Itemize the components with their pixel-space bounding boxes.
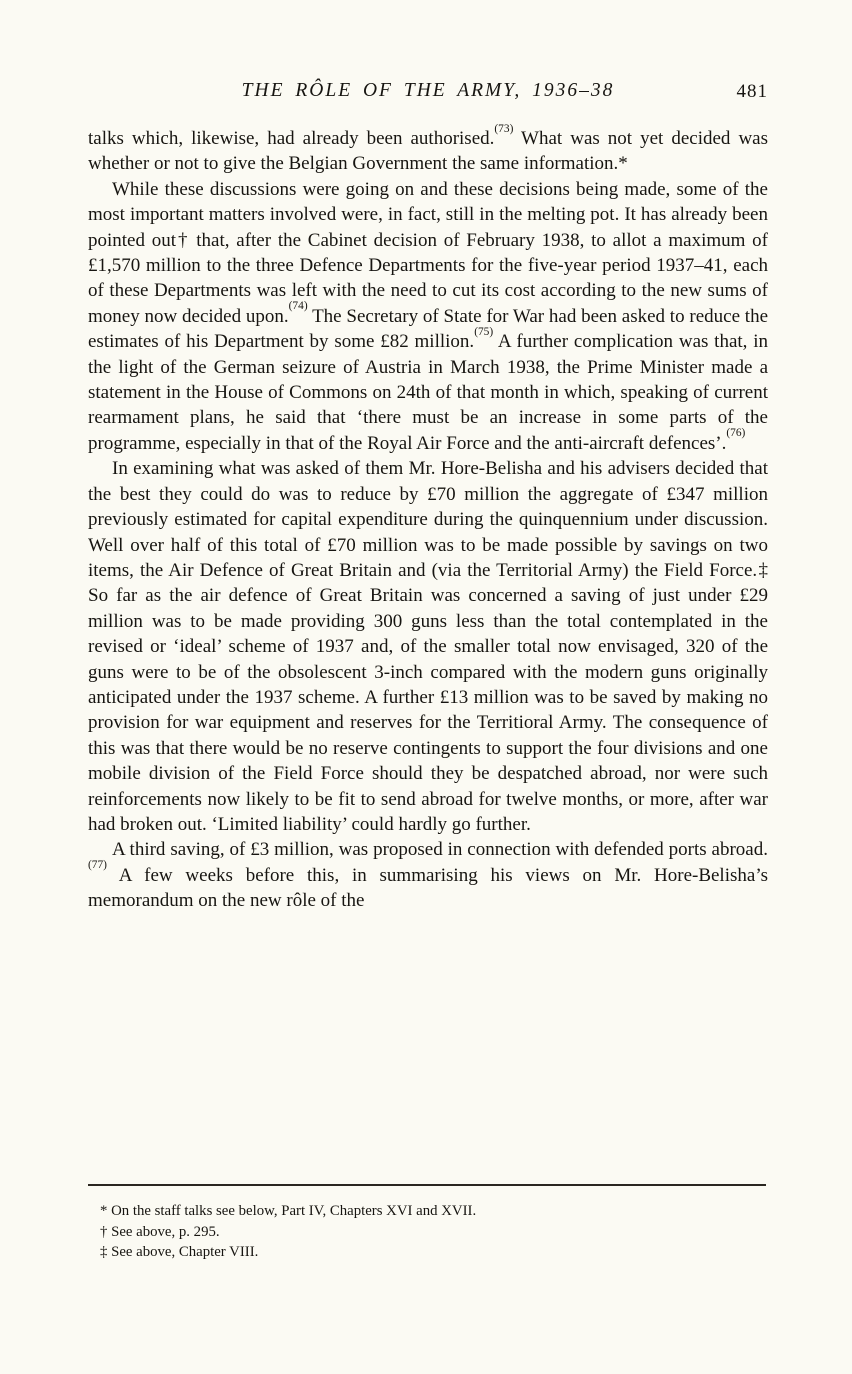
footnote-reference: (77) [88, 859, 107, 872]
footnote-reference: (74) [288, 300, 308, 313]
page-body [88, 122, 769, 914]
footnote-reference: (73) [494, 122, 514, 135]
paragraph: A third saving, of £3 million, was proposed in connection with defended ports abroad.$^{(77)}$ A few weeks before this, in summarising his views on Mr. Hore-Belisha’s memorandum on the new rôle of the [88, 839, 768, 912]
footnote-reference: (75) [474, 325, 494, 338]
paragraph: While these discussions were going on and these decisions being made, some of the most important matters involved were, in fact, still in the melting pot. It has already been pointed out† that, after the Cabinet decision of February 1938, to allot a maximum of £1,570 million to the three Defence Departments for the five-year period 1937–41, each of these Departments was left with the need to cut its cost according to the new sums of money now decided upon.$^{(74)}$ The Secretary of State for War had been asked to reduce the estimates of his Department by some £82 million.$^{(75)}$ A further complication was that, in the light of the German seizure of Austria in March 1938, the Prime Minister made a statement in the House of Commons on 24th of that month in which, speaking of current rearmament plans, he said that ‘there must be an increase in some parts of the programme, especially in that of the Royal Air Force and the anti-aircraft defences’.$^{(76)}$ [88, 178, 769, 454]
footnote: † See above, p. 295. [100, 1223, 220, 1240]
paragraph: In examining what was asked of them Mr. Hore-Belisha and his advisers decided that the best they could do was to reduce by £70 million the aggregate of £347 million previously estimated for capital expenditure during the quinquennium under discussion. Well over half of this total of £70 million was to be made possible by savings on two items, the Air Defence of Great Britain and (via the Territorial Army) the Field Force.‡ So far as the air defence of Great Britain was concerned a saving of just under £29 million was to be made providing 300 guns less than the total contemplated in the revised or ‘ideal’ scheme of 1937 and, of the smaller total now envisaged, 320 of the guns were to be of the obsolescent 3-inch compared with the modern guns originally anticipated under the 1937 scheme. A further £13 million was to be saved by making no provision for war equipment and reserves for the Territioral Army. The consequence of this was that there would be no reserve contingents to support the four divisions and one mobile division of the Field Force should they be despatched abroad, nor were such reinforcements now likely to be fit to send abroad for twelve months, or more, after war had broken out. ‘Limited liability’ could hardly go further. [88, 458, 768, 835]
footnotes-section [88, 1184, 766, 1263]
footnote: ‡ See above, Chapter VIII. [100, 1244, 259, 1260]
paragraph: talks which, likewise, had already been authorised.$^{(73)}$ What was not yet decided was whether or not to give the Belgian Government the same information.* [88, 122, 768, 175]
chapter-title: THE RÔLE OF THE ARMY, 1936–38 [241, 80, 615, 101]
footnote: * On the staff talks see below, Part IV, Chapters XVI and XVII. [100, 1203, 477, 1219]
page-number: 481 [736, 81, 768, 102]
running-header [88, 80, 768, 106]
text-column [88, 80, 768, 914]
footnote-reference: (76) [726, 427, 746, 440]
